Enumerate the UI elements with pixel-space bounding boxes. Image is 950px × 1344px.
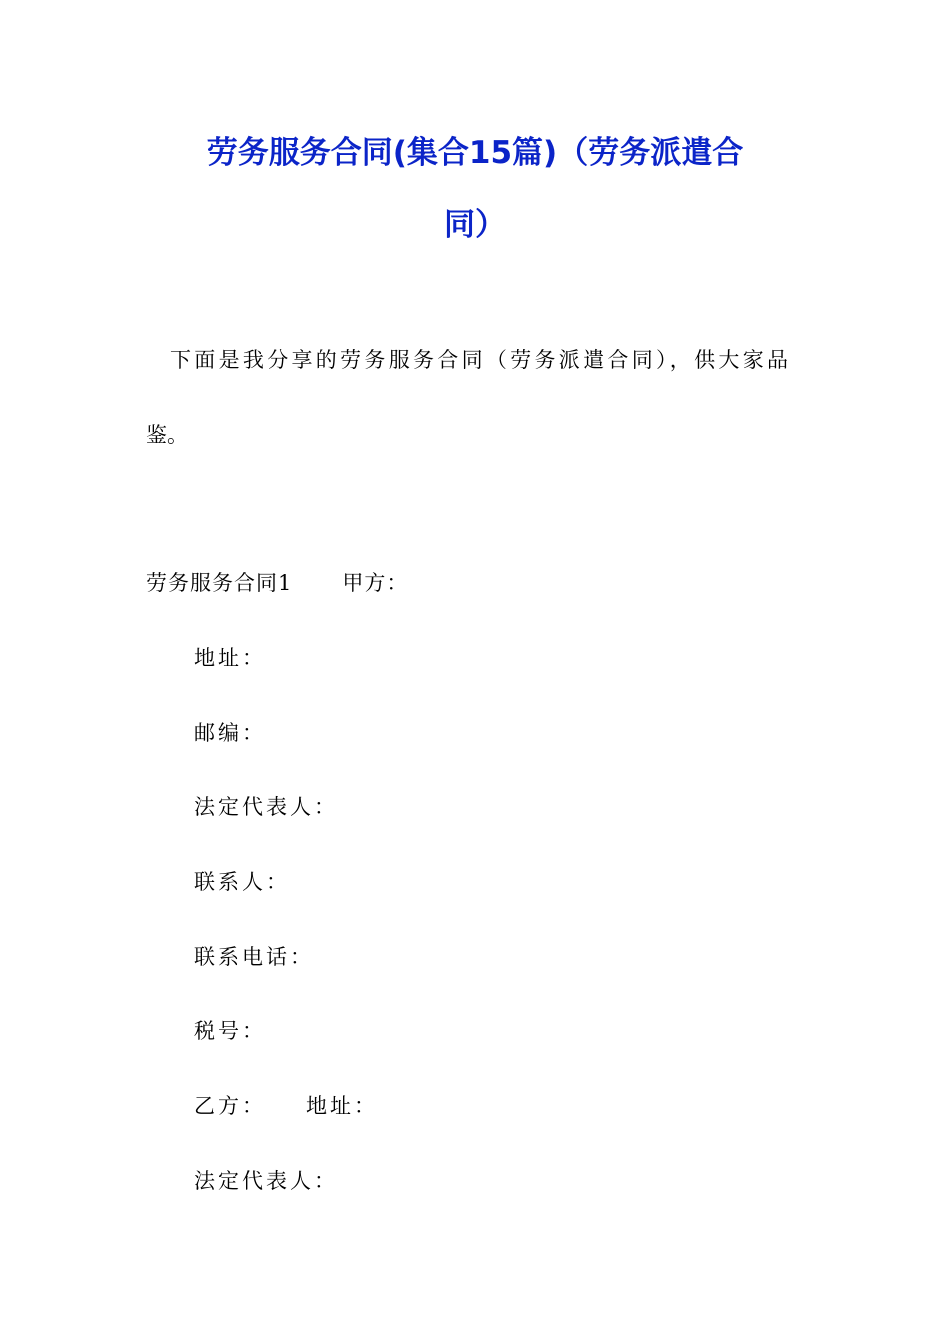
contract-heading: 劳务服务合同1 — [146, 571, 293, 595]
party-b-label: 乙方： — [194, 1094, 266, 1118]
intro-paragraph-line-1: 下面是我分享的劳务服务合同（劳务派遣合同），供大家品 — [170, 348, 792, 372]
party-a-label: 甲方： — [342, 571, 409, 595]
party-b-legal-rep-field: 法定代表人： — [194, 1169, 338, 1193]
party-a-tax-number-field: 税号： — [194, 1019, 266, 1043]
party-a-legal-rep-field: 法定代表人： — [194, 795, 338, 819]
party-a-contact-field: 联系人： — [194, 870, 290, 894]
document-title-line-1: 劳务服务合同(集合15篇)（劳务派遣合 — [206, 135, 744, 171]
contract-heading-row — [146, 568, 408, 598]
intro-paragraph-line-2: 鉴。 — [146, 423, 188, 447]
party-b-address-field: 地址： — [306, 1094, 378, 1118]
party-a-phone-field: 联系电话： — [194, 945, 314, 969]
party-b-row — [194, 1091, 378, 1121]
party-a-postcode-field: 邮编： — [194, 721, 266, 745]
document-title-line-2: 同） — [444, 207, 506, 243]
party-a-address-field: 地址： — [194, 646, 266, 670]
